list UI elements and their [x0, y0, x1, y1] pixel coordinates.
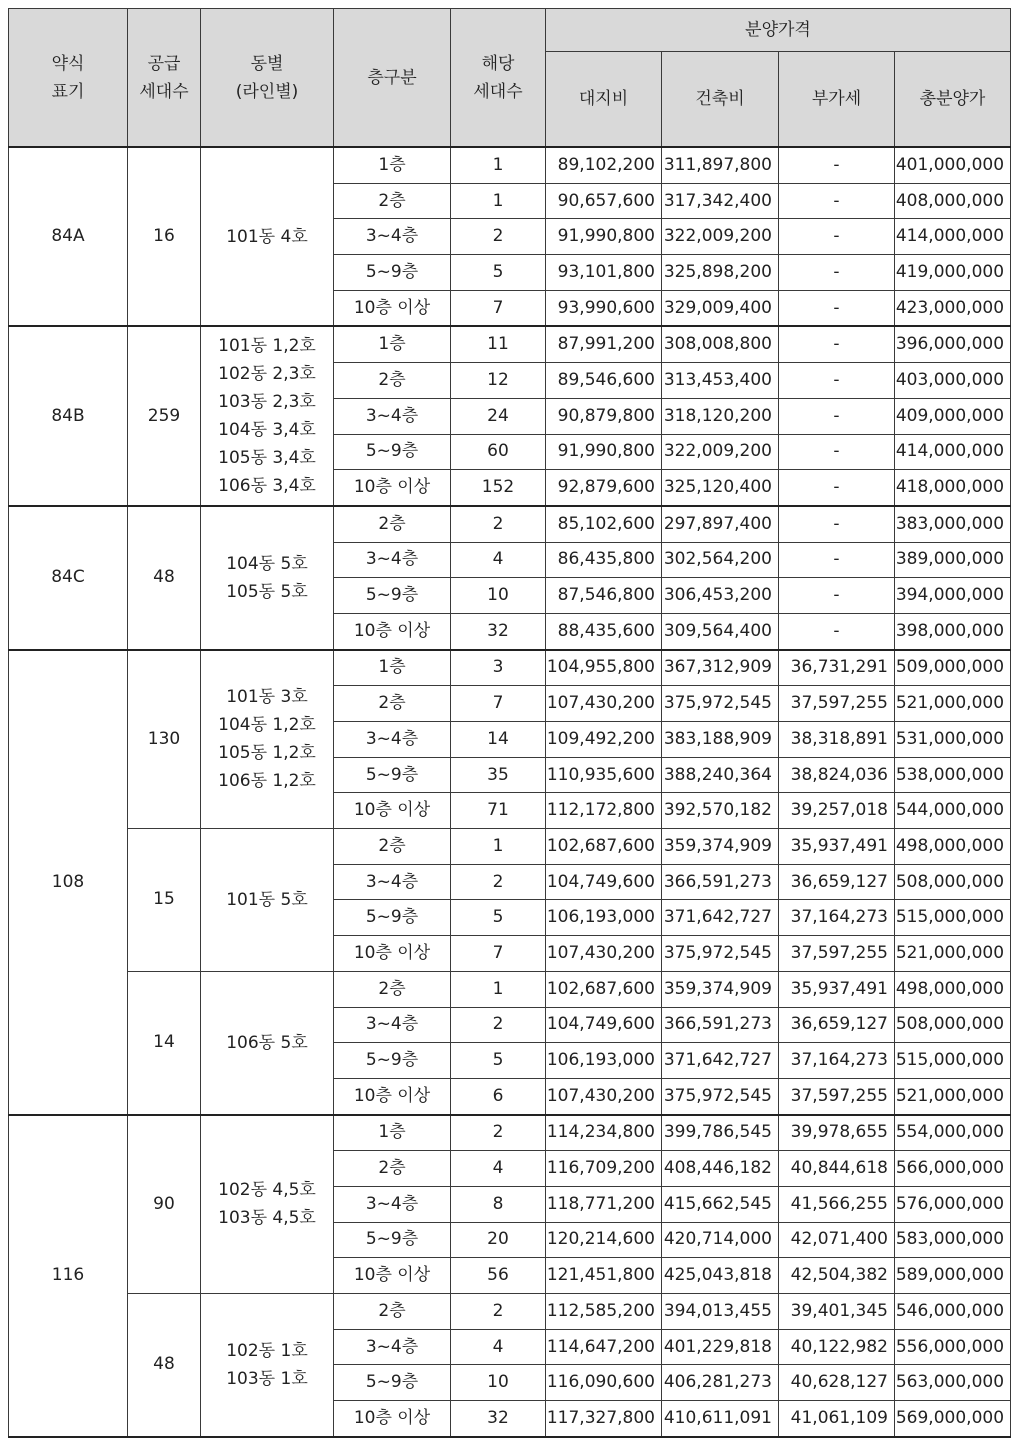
construction-cell: 329,009,400	[662, 290, 779, 326]
building-line: 102동 2,3호	[218, 364, 316, 385]
units-cell: 6	[451, 1078, 546, 1114]
total-cell: 563,000,000	[895, 1365, 1011, 1401]
total-cell: 389,000,000	[895, 542, 1011, 578]
floor-cell: 1층	[334, 650, 451, 686]
land-cell: 110,935,600	[546, 757, 662, 793]
header-supply: 공급 세대수	[128, 9, 201, 148]
units-cell: 71	[451, 793, 546, 829]
construction-cell: 408,446,182	[662, 1151, 779, 1187]
units-cell: 1	[451, 829, 546, 865]
construction-cell: 366,591,273	[662, 1007, 779, 1043]
table-row	[9, 326, 1011, 362]
land-cell: 90,879,800	[546, 398, 662, 434]
floor-cell: 5~9층	[334, 434, 451, 470]
building-cell	[201, 506, 334, 650]
type-cell: 84A	[9, 147, 128, 326]
total-cell: 521,000,000	[895, 936, 1011, 972]
land-cell: 93,990,600	[546, 290, 662, 326]
supply-cell: 14	[128, 971, 201, 1114]
floor-cell: 2층	[334, 686, 451, 722]
building-line: 101동 1,2호	[218, 336, 316, 357]
units-cell: 32	[451, 613, 546, 649]
floor-cell: 10층 이상	[334, 793, 451, 829]
units-cell: 10	[451, 1365, 546, 1401]
header-type: 약식 표기	[9, 9, 128, 148]
building-line: 105동 3,4호	[218, 448, 316, 469]
total-cell: 521,000,000	[895, 686, 1011, 722]
total-cell: 383,000,000	[895, 506, 1011, 542]
building-line: 103동 4,5호	[218, 1208, 316, 1229]
land-cell: 118,771,200	[546, 1186, 662, 1222]
construction-cell: 425,043,818	[662, 1258, 779, 1294]
building-cell	[201, 971, 334, 1114]
total-cell: 538,000,000	[895, 757, 1011, 793]
floor-cell: 2층	[334, 829, 451, 865]
floor-cell: 3~4층	[334, 219, 451, 255]
construction-cell: 388,240,364	[662, 757, 779, 793]
floor-cell: 3~4층	[334, 864, 451, 900]
vat-cell: 36,659,127	[779, 1007, 895, 1043]
vat-cell: 35,937,491	[779, 829, 895, 865]
supply-cell: 48	[128, 1294, 201, 1437]
units-cell: 56	[451, 1258, 546, 1294]
total-cell: 556,000,000	[895, 1329, 1011, 1365]
floor-cell: 10층 이상	[334, 1401, 451, 1437]
vat-cell: 39,978,655	[779, 1115, 895, 1151]
header-construction: 건축비	[662, 52, 779, 148]
floor-cell: 5~9층	[334, 1222, 451, 1258]
construction-cell: 325,898,200	[662, 255, 779, 291]
construction-cell: 375,972,545	[662, 936, 779, 972]
vat-cell: 38,318,891	[779, 722, 895, 758]
vat-cell: 40,628,127	[779, 1365, 895, 1401]
vat-cell: -	[779, 542, 895, 578]
vat-cell: 41,061,109	[779, 1401, 895, 1437]
vat-cell: 36,659,127	[779, 864, 895, 900]
land-cell: 116,709,200	[546, 1151, 662, 1187]
land-cell: 90,657,600	[546, 183, 662, 219]
land-cell: 114,234,800	[546, 1115, 662, 1151]
vat-cell: 42,071,400	[779, 1222, 895, 1258]
table-row	[9, 147, 1011, 183]
land-cell: 104,955,800	[546, 650, 662, 686]
construction-cell: 394,013,455	[662, 1294, 779, 1330]
land-cell: 107,430,200	[546, 1078, 662, 1114]
construction-cell: 302,564,200	[662, 542, 779, 578]
total-cell: 403,000,000	[895, 363, 1011, 399]
total-cell: 546,000,000	[895, 1294, 1011, 1330]
units-cell: 4	[451, 542, 546, 578]
vat-cell: 39,257,018	[779, 793, 895, 829]
header-units: 해당 세대수	[451, 9, 546, 148]
floor-cell: 2층	[334, 1151, 451, 1187]
total-cell: 394,000,000	[895, 578, 1011, 614]
type-cell: 108	[9, 650, 128, 1115]
construction-cell: 311,897,800	[662, 147, 779, 183]
supply-cell: 130	[128, 650, 201, 829]
vat-cell: -	[779, 470, 895, 506]
units-cell: 7	[451, 686, 546, 722]
type-cell: 84B	[9, 326, 128, 505]
floor-cell: 3~4층	[334, 1329, 451, 1365]
construction-cell: 318,120,200	[662, 398, 779, 434]
construction-cell: 415,662,545	[662, 1186, 779, 1222]
land-cell: 88,435,600	[546, 613, 662, 649]
land-cell: 107,430,200	[546, 686, 662, 722]
units-cell: 3	[451, 650, 546, 686]
building-cell	[201, 1115, 334, 1294]
land-cell: 109,492,200	[546, 722, 662, 758]
floor-cell: 10층 이상	[334, 1078, 451, 1114]
construction-cell: 406,281,273	[662, 1365, 779, 1401]
land-cell: 112,585,200	[546, 1294, 662, 1330]
total-cell: 401,000,000	[895, 147, 1011, 183]
floor-cell: 2층	[334, 183, 451, 219]
units-cell: 2	[451, 1115, 546, 1151]
floor-cell: 2층	[334, 506, 451, 542]
total-cell: 396,000,000	[895, 326, 1011, 362]
header-building: 동별 (라인별)	[201, 9, 334, 148]
vat-cell: 35,937,491	[779, 971, 895, 1007]
total-cell: 409,000,000	[895, 398, 1011, 434]
total-cell: 554,000,000	[895, 1115, 1011, 1151]
construction-cell: 322,009,200	[662, 219, 779, 255]
supply-cell: 16	[128, 147, 201, 326]
floor-cell: 5~9층	[334, 255, 451, 291]
units-cell: 2	[451, 219, 546, 255]
building-line: 106동 5호	[226, 1032, 308, 1053]
vat-cell: -	[779, 219, 895, 255]
land-cell: 85,102,600	[546, 506, 662, 542]
floor-cell: 10층 이상	[334, 936, 451, 972]
floor-cell: 1층	[334, 147, 451, 183]
units-cell: 4	[451, 1151, 546, 1187]
header-total: 총분양가	[895, 52, 1011, 148]
land-cell: 91,990,800	[546, 434, 662, 470]
vat-cell: 37,597,255	[779, 686, 895, 722]
construction-cell: 410,611,091	[662, 1401, 779, 1437]
land-cell: 107,430,200	[546, 936, 662, 972]
table-row	[9, 1294, 1011, 1330]
construction-cell: 359,374,909	[662, 971, 779, 1007]
supply-cell: 90	[128, 1115, 201, 1294]
vat-cell: -	[779, 183, 895, 219]
construction-cell: 317,342,400	[662, 183, 779, 219]
construction-cell: 313,453,400	[662, 363, 779, 399]
vat-cell: 39,401,345	[779, 1294, 895, 1330]
construction-cell: 308,008,800	[662, 326, 779, 362]
construction-cell: 383,188,909	[662, 722, 779, 758]
construction-cell: 399,786,545	[662, 1115, 779, 1151]
construction-cell: 371,642,727	[662, 1043, 779, 1079]
building-line: 104동 5호	[226, 553, 308, 574]
units-cell: 24	[451, 398, 546, 434]
floor-cell: 3~4층	[334, 398, 451, 434]
vat-cell: 40,844,618	[779, 1151, 895, 1187]
building-cell	[201, 1294, 334, 1437]
supply-cell: 48	[128, 506, 201, 650]
units-cell: 1	[451, 147, 546, 183]
units-cell: 2	[451, 864, 546, 900]
land-cell: 89,102,200	[546, 147, 662, 183]
total-cell: 544,000,000	[895, 793, 1011, 829]
vat-cell: -	[779, 434, 895, 470]
vat-cell: -	[779, 290, 895, 326]
total-cell: 498,000,000	[895, 971, 1011, 1007]
total-cell: 508,000,000	[895, 1007, 1011, 1043]
construction-cell: 371,642,727	[662, 900, 779, 936]
construction-cell: 392,570,182	[662, 793, 779, 829]
floor-cell: 1층	[334, 326, 451, 362]
total-cell: 423,000,000	[895, 290, 1011, 326]
vat-cell: -	[779, 398, 895, 434]
units-cell: 7	[451, 936, 546, 972]
units-cell: 152	[451, 470, 546, 506]
vat-cell: 36,731,291	[779, 650, 895, 686]
construction-cell: 309,564,400	[662, 613, 779, 649]
floor-cell: 2층	[334, 971, 451, 1007]
vat-cell: -	[779, 326, 895, 362]
total-cell: 408,000,000	[895, 183, 1011, 219]
construction-cell: 306,453,200	[662, 578, 779, 614]
table-row	[9, 506, 1011, 542]
total-cell: 515,000,000	[895, 1043, 1011, 1079]
vat-cell: 37,597,255	[779, 936, 895, 972]
floor-cell: 10층 이상	[334, 290, 451, 326]
header-price-group: 분양가격	[546, 9, 1011, 52]
total-cell: 418,000,000	[895, 470, 1011, 506]
construction-cell: 359,374,909	[662, 829, 779, 865]
land-cell: 120,214,600	[546, 1222, 662, 1258]
supply-cell: 259	[128, 326, 201, 505]
land-cell: 91,990,800	[546, 219, 662, 255]
construction-cell: 366,591,273	[662, 864, 779, 900]
vat-cell: -	[779, 147, 895, 183]
land-cell: 104,749,600	[546, 864, 662, 900]
total-cell: 414,000,000	[895, 219, 1011, 255]
floor-cell: 3~4층	[334, 722, 451, 758]
land-cell: 93,101,800	[546, 255, 662, 291]
header-floor: 층구분	[334, 9, 451, 148]
units-cell: 12	[451, 363, 546, 399]
total-cell: 515,000,000	[895, 900, 1011, 936]
units-cell: 7	[451, 290, 546, 326]
construction-cell: 420,714,000	[662, 1222, 779, 1258]
building-line: 101동 4호	[226, 226, 308, 247]
floor-cell: 5~9층	[334, 1365, 451, 1401]
building-line: 103동 2,3호	[218, 392, 316, 413]
total-cell: 576,000,000	[895, 1186, 1011, 1222]
units-cell: 35	[451, 757, 546, 793]
table-row	[9, 829, 1011, 865]
units-cell: 32	[451, 1401, 546, 1437]
land-cell: 104,749,600	[546, 1007, 662, 1043]
construction-cell: 325,120,400	[662, 470, 779, 506]
table-row	[9, 971, 1011, 1007]
land-cell: 87,991,200	[546, 326, 662, 362]
units-cell: 2	[451, 1294, 546, 1330]
table-header	[9, 9, 1011, 148]
total-cell: 531,000,000	[895, 722, 1011, 758]
floor-cell: 3~4층	[334, 542, 451, 578]
building-cell	[201, 829, 334, 972]
construction-cell: 375,972,545	[662, 686, 779, 722]
vat-cell: 37,164,273	[779, 1043, 895, 1079]
land-cell: 86,435,800	[546, 542, 662, 578]
land-cell: 112,172,800	[546, 793, 662, 829]
total-cell: 566,000,000	[895, 1151, 1011, 1187]
table-body	[9, 147, 1011, 1437]
floor-cell: 3~4층	[334, 1186, 451, 1222]
building-cell	[201, 650, 334, 829]
price-table	[8, 8, 1011, 1438]
floor-cell: 2층	[334, 363, 451, 399]
vat-cell: -	[779, 255, 895, 291]
land-cell: 89,546,600	[546, 363, 662, 399]
building-line: 101동 3호	[226, 687, 308, 708]
units-cell: 5	[451, 900, 546, 936]
units-cell: 60	[451, 434, 546, 470]
building-line: 105동 1,2호	[218, 743, 316, 764]
units-cell: 4	[451, 1329, 546, 1365]
table-row	[9, 650, 1011, 686]
land-cell: 117,327,800	[546, 1401, 662, 1437]
floor-cell: 3~4층	[334, 1007, 451, 1043]
land-cell: 106,193,000	[546, 900, 662, 936]
vat-cell: -	[779, 613, 895, 649]
floor-cell: 5~9층	[334, 900, 451, 936]
building-line: 102동 1호	[226, 1340, 308, 1361]
vat-cell: -	[779, 506, 895, 542]
floor-cell: 10층 이상	[334, 1258, 451, 1294]
table-row	[9, 1115, 1011, 1151]
floor-cell: 5~9층	[334, 757, 451, 793]
total-cell: 569,000,000	[895, 1401, 1011, 1437]
units-cell: 1	[451, 971, 546, 1007]
supply-cell: 15	[128, 829, 201, 972]
units-cell: 20	[451, 1222, 546, 1258]
land-cell: 102,687,600	[546, 829, 662, 865]
units-cell: 5	[451, 255, 546, 291]
vat-cell: 38,824,036	[779, 757, 895, 793]
building-line: 103동 1호	[226, 1368, 308, 1389]
floor-cell: 10층 이상	[334, 470, 451, 506]
total-cell: 589,000,000	[895, 1258, 1011, 1294]
total-cell: 414,000,000	[895, 434, 1011, 470]
vat-cell: -	[779, 363, 895, 399]
total-cell: 498,000,000	[895, 829, 1011, 865]
floor-cell: 1층	[334, 1115, 451, 1151]
building-line: 101동 5호	[226, 889, 308, 910]
floor-cell: 5~9층	[334, 1043, 451, 1079]
total-cell: 521,000,000	[895, 1078, 1011, 1114]
building-line: 104동 3,4호	[218, 420, 316, 441]
vat-cell: 37,164,273	[779, 900, 895, 936]
total-cell: 419,000,000	[895, 255, 1011, 291]
floor-cell: 10층 이상	[334, 613, 451, 649]
building-line: 106동 1,2호	[218, 771, 316, 792]
units-cell: 8	[451, 1186, 546, 1222]
total-cell: 509,000,000	[895, 650, 1011, 686]
land-cell: 87,546,800	[546, 578, 662, 614]
type-cell: 84C	[9, 506, 128, 650]
units-cell: 1	[451, 183, 546, 219]
units-cell: 5	[451, 1043, 546, 1079]
building-line: 102동 4,5호	[218, 1180, 316, 1201]
building-line: 106동 3,4호	[218, 476, 316, 497]
vat-cell: 41,566,255	[779, 1186, 895, 1222]
total-cell: 508,000,000	[895, 864, 1011, 900]
land-cell: 102,687,600	[546, 971, 662, 1007]
floor-cell: 2층	[334, 1294, 451, 1330]
land-cell: 114,647,200	[546, 1329, 662, 1365]
type-cell: 116	[9, 1115, 128, 1437]
building-line: 104동 1,2호	[218, 715, 316, 736]
building-cell	[201, 147, 334, 326]
vat-cell: 37,597,255	[779, 1078, 895, 1114]
units-cell: 2	[451, 506, 546, 542]
header-vat: 부가세	[779, 52, 895, 148]
vat-cell: 40,122,982	[779, 1329, 895, 1365]
construction-cell: 375,972,545	[662, 1078, 779, 1114]
construction-cell: 367,312,909	[662, 650, 779, 686]
vat-cell: 42,504,382	[779, 1258, 895, 1294]
floor-cell: 5~9층	[334, 578, 451, 614]
land-cell: 106,193,000	[546, 1043, 662, 1079]
units-cell: 2	[451, 1007, 546, 1043]
land-cell: 116,090,600	[546, 1365, 662, 1401]
units-cell: 14	[451, 722, 546, 758]
building-cell	[201, 326, 334, 505]
vat-cell: -	[779, 578, 895, 614]
units-cell: 11	[451, 326, 546, 362]
total-cell: 583,000,000	[895, 1222, 1011, 1258]
building-line: 105동 5호	[226, 581, 308, 602]
land-cell: 92,879,600	[546, 470, 662, 506]
construction-cell: 297,897,400	[662, 506, 779, 542]
total-cell: 398,000,000	[895, 613, 1011, 649]
construction-cell: 401,229,818	[662, 1329, 779, 1365]
construction-cell: 322,009,200	[662, 434, 779, 470]
units-cell: 10	[451, 578, 546, 614]
land-cell: 121,451,800	[546, 1258, 662, 1294]
header-land: 대지비	[546, 52, 662, 148]
